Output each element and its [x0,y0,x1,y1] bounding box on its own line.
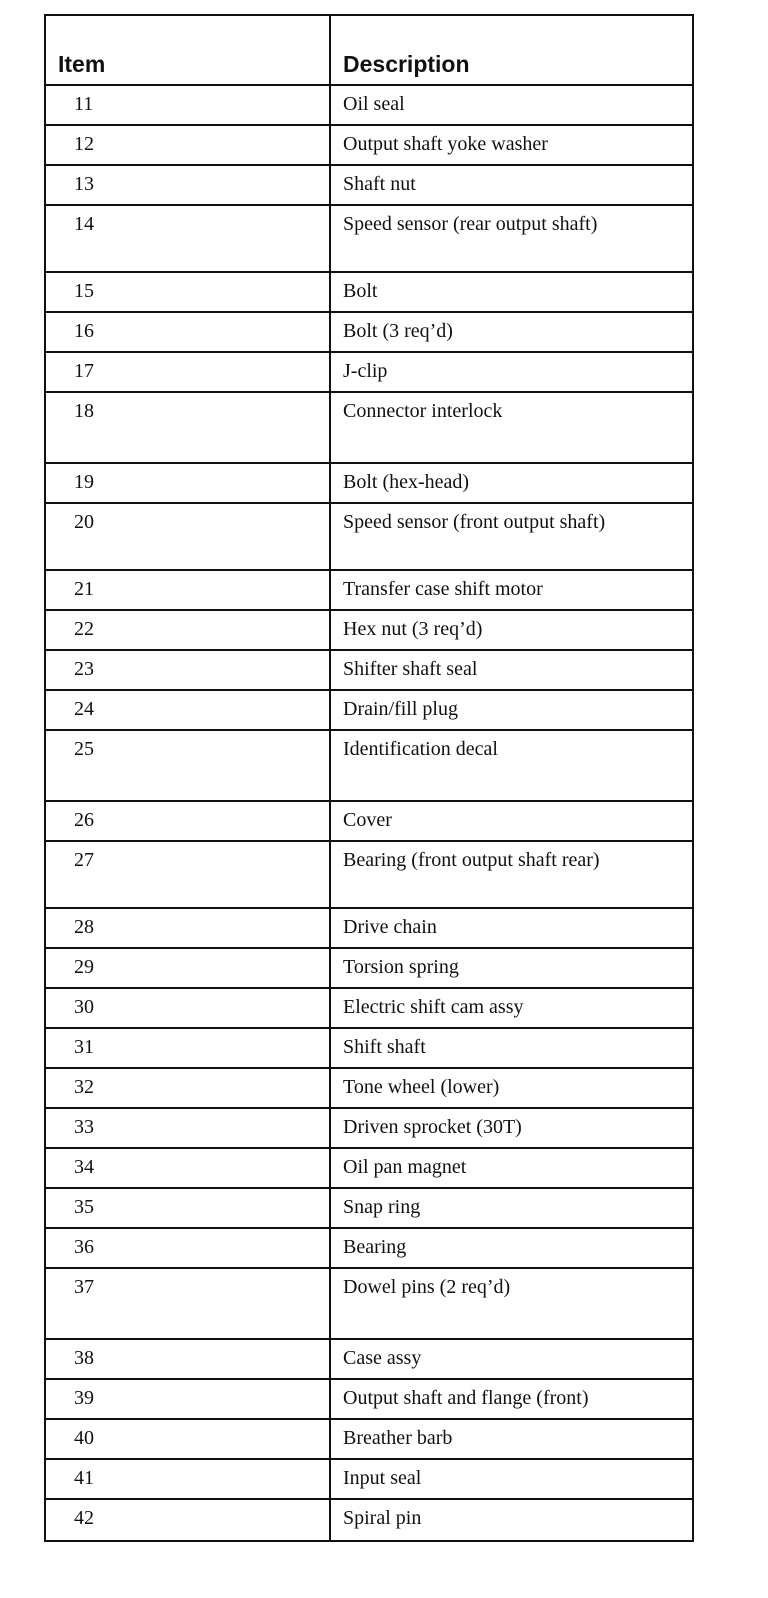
item-number: 21 [46,571,331,609]
table-row [46,206,692,273]
header-item: Item [46,16,331,84]
table-row [46,273,692,313]
item-description: Shift shaft [343,1036,426,1058]
item-description: Connector interlock [343,400,503,422]
item-description: Transfer case shift motor [343,578,543,600]
table-row [46,909,692,949]
item-description: Input seal [343,1467,422,1489]
item-number: 13 [46,166,331,204]
table-row [46,802,692,842]
item-description: Snap ring [343,1196,421,1218]
table-row [46,464,692,504]
table-header [46,16,692,86]
item-description: Drive chain [343,916,437,938]
table-row [46,571,692,611]
item-number: 37 [46,1269,331,1338]
item-number: 23 [46,651,331,689]
item-description: Output shaft yoke washer [343,133,548,155]
item-description: J-clip [343,360,388,382]
item-description: Breather barb [343,1427,453,1449]
table-row [46,313,692,353]
item-number: 26 [46,802,331,840]
item-description: Bolt (3 req’d) [343,320,453,342]
table-row [46,353,692,393]
item-description: Identification decal [343,738,498,760]
table-row [46,1340,692,1380]
table-row [46,1109,692,1149]
item-description: Spiral pin [343,1507,422,1529]
table-row [46,1500,692,1540]
item-description: Bolt [343,280,378,302]
header-description: Description [343,51,470,77]
item-number: 24 [46,691,331,729]
item-description: Electric shift cam assy [343,996,524,1018]
table-row [46,1229,692,1269]
table-row [46,1420,692,1460]
item-description: Shifter shaft seal [343,658,478,680]
item-number: 11 [46,86,331,124]
item-description: Shaft nut [343,173,416,195]
item-number: 32 [46,1069,331,1107]
item-description: Case assy [343,1347,422,1369]
item-description: Hex nut (3 req’d) [343,618,483,640]
item-number: 27 [46,842,331,907]
item-description: Oil pan magnet [343,1156,467,1178]
item-description: Drain/fill plug [343,698,458,720]
item-description: Bearing [343,1236,407,1258]
item-description: Dowel pins (2 req’d) [343,1276,511,1298]
table-row [46,989,692,1029]
item-description: Speed sensor (rear output shaft) [343,213,598,235]
item-number: 33 [46,1109,331,1147]
item-number: 42 [46,1500,331,1540]
table-row [46,1029,692,1069]
table-row [46,504,692,571]
item-description: Oil seal [343,93,405,115]
item-number: 35 [46,1189,331,1227]
table-row [46,86,692,126]
table-row [46,731,692,802]
item-number: 30 [46,989,331,1027]
item-number: 29 [46,949,331,987]
item-number: 38 [46,1340,331,1378]
item-number: 12 [46,126,331,164]
item-description: Driven sprocket (30T) [343,1116,522,1138]
item-number: 28 [46,909,331,947]
item-number: 31 [46,1029,331,1067]
item-description: Output shaft and flange (front) [343,1387,589,1409]
item-number: 39 [46,1380,331,1418]
item-description: Cover [343,809,392,831]
table-row [46,126,692,166]
item-number: 20 [46,504,331,569]
table-row [46,393,692,464]
item-description: Torsion spring [343,956,459,978]
item-number: 25 [46,731,331,800]
table-row [46,1460,692,1500]
item-description: Tone wheel (lower) [343,1076,500,1098]
item-description: Speed sensor (front output shaft) [343,511,606,533]
item-number: 41 [46,1460,331,1498]
table-row [46,1149,692,1189]
item-number: 18 [46,393,331,462]
item-number: 34 [46,1149,331,1187]
table-row [46,611,692,651]
item-description: Bolt (hex-head) [343,471,470,493]
table-row [46,1189,692,1229]
item-description: Bearing (front output shaft rear) [343,849,600,871]
item-number: 19 [46,464,331,502]
table-row [46,1380,692,1420]
item-number: 22 [46,611,331,649]
table-row [46,166,692,206]
item-number: 17 [46,353,331,391]
table-row [46,1269,692,1340]
table-row [46,691,692,731]
item-number: 15 [46,273,331,311]
item-number: 40 [46,1420,331,1458]
parts-table [44,14,694,1542]
item-number: 36 [46,1229,331,1267]
item-number: 14 [46,206,331,271]
table-row [46,651,692,691]
table-row [46,949,692,989]
table-row [46,842,692,909]
table-row [46,1069,692,1109]
item-number: 16 [46,313,331,351]
